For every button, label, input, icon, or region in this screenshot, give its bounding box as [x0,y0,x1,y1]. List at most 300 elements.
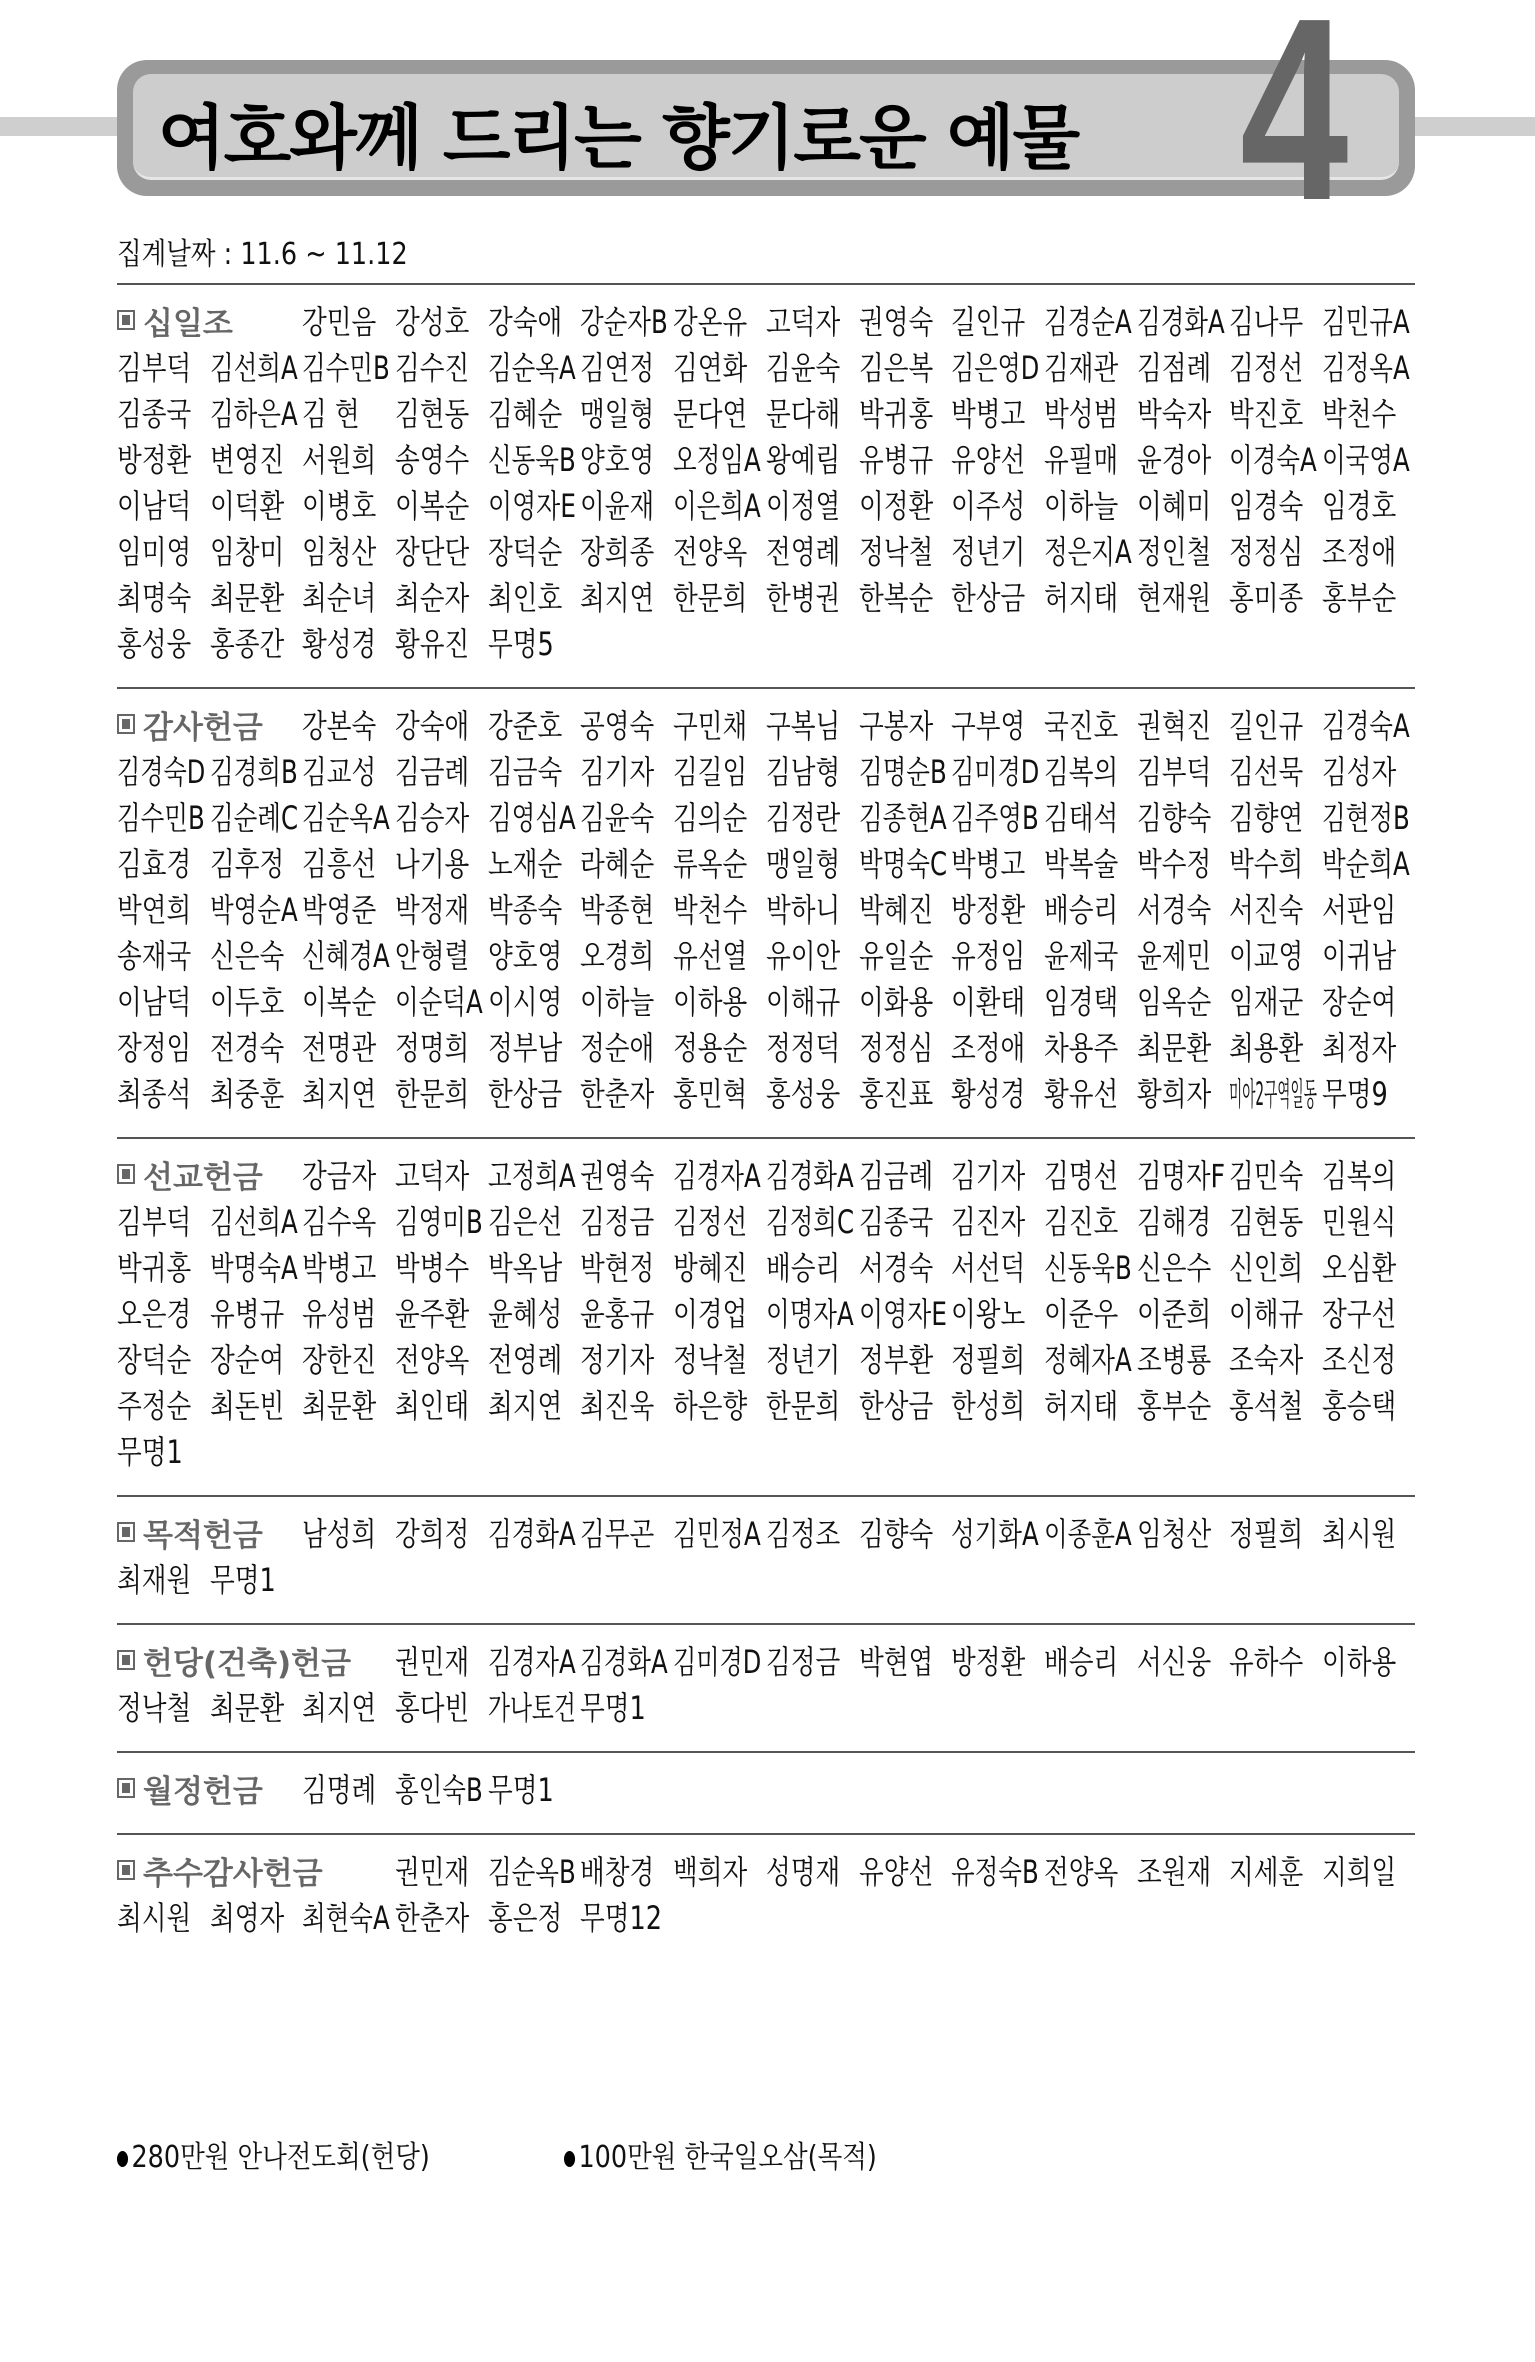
donor-cell [580,885,673,931]
donor-name: 최지연 [580,579,655,617]
square-bullet-icon [117,1778,135,1798]
donor-name: 홍종간 [209,625,284,663]
donor-cell [859,1197,952,1243]
donor-name: 김성자 [1321,753,1397,791]
donor-cell [395,701,488,747]
donor-cell [1137,1381,1230,1427]
donor-name: 방정환 [951,1643,1026,1681]
donor-cell [302,793,395,839]
donor-name: 이종훈A [1043,1515,1132,1553]
donor-name: 홍부순 [1136,1387,1211,1425]
section-label-text: 십일조 [143,305,233,342]
donor-name: 허지태 [1043,1387,1119,1425]
section-4 [117,1623,1415,1751]
donor-cell [302,1335,395,1381]
donor-name: 한병권 [765,579,841,617]
donor-name: 국진호 [1043,707,1119,745]
donor-cell [1137,1289,1230,1335]
donor-cell [1229,1637,1322,1683]
bullet-icon [117,2151,128,2167]
donor-name: 김정금 [765,1643,841,1681]
donor-name: 정정심 [858,1029,933,1067]
donor-name: 신동욱B [1043,1249,1132,1287]
donor-name: 신인희 [1229,1249,1304,1287]
donor-name: 맹일형 [580,395,655,433]
donor-cell [395,481,488,527]
donor-cell [580,1197,673,1243]
donor-cell [951,747,1044,793]
donor-cell [951,1243,1044,1289]
donor-cell [210,619,303,665]
donor-cell [1044,389,1137,435]
donor-cell [1229,435,1322,481]
donor-name: 이교영 [1229,937,1304,975]
donor-name: 이하늘 [1043,487,1119,525]
donor-cell [1137,793,1230,839]
donor-name: 무명1 [209,1561,276,1599]
donor-cell [488,435,581,481]
donor-cell [395,527,488,573]
donor-name: 김태석 [1043,799,1119,837]
donor-cell [766,481,859,527]
donor-cell [766,977,859,1023]
donor-cell [395,977,488,1023]
donor-name: 이윤재 [580,487,655,525]
donor-name: 강본숙 [302,707,377,745]
donor-name: 남성희 [302,1515,377,1553]
donor-name: 황성경 [951,1075,1026,1113]
donor-name: 최시원 [1321,1515,1397,1553]
section-label-text: 추수감사헌금 [143,1855,323,1892]
donor-cell [117,977,210,1023]
donor-cell [302,1683,395,1729]
donor-cell [673,1197,766,1243]
donor-cell [1322,1847,1415,1893]
donor-name: 유일순 [858,937,933,975]
donor-name: 이해규 [1229,1295,1304,1333]
donor-name: 박옥남 [487,1249,562,1287]
donor-name: 김효경 [117,845,192,883]
donor-name: 김선희A [209,349,298,387]
donor-name: 배승리 [1043,891,1119,929]
donor-cell [859,701,952,747]
donor-cell [302,619,395,665]
donor-name: 박진호 [1229,395,1304,433]
donor-name: 김수민B [302,349,391,387]
donor-name: 홍진표 [858,1075,933,1113]
donor-name: 지세훈 [1229,1853,1304,1891]
donor-name: 김복의 [1321,1157,1397,1195]
donor-name: 이왕노 [951,1295,1026,1333]
donor-cell [210,839,303,885]
donor-cell [395,619,488,665]
donor-cell [673,701,766,747]
donor-name: 정년기 [765,1341,841,1379]
donor-cell [302,573,395,619]
donor-cell [1137,1243,1230,1289]
donor-cell [766,701,859,747]
donor-name: 홍부순 [1321,579,1397,617]
donor-cell [1044,1289,1137,1335]
donor-cell [210,481,303,527]
donor-name: 최인호 [487,579,562,617]
donor-cell [951,1023,1044,1069]
donor-name: 김순옥B [487,1853,576,1891]
donor-name: 서경숙 [1136,891,1211,929]
donor-cell [580,1637,673,1683]
donor-name: 김진자 [951,1203,1026,1241]
donor-cell [673,885,766,931]
donor-cell [951,573,1044,619]
donor-name: 이병호 [302,487,377,525]
donor-cell [951,1069,1044,1115]
donor-name: 박영순A [209,891,298,929]
donor-cell [859,1637,952,1683]
donor-cell [580,977,673,1023]
donor-name: 이복순 [395,487,470,525]
donor-name: 이환태 [951,983,1026,1021]
donor-name: 임경택 [1043,983,1119,1021]
donor-cell [302,1243,395,1289]
donor-name: 이주성 [951,487,1026,525]
donor-name: 김명례 [302,1771,377,1809]
donor-cell [210,793,303,839]
donor-cell [859,1069,952,1115]
donor-cell [673,1023,766,1069]
donor-cell [395,1637,488,1683]
donor-cell [302,389,395,435]
donor-cell [488,343,581,389]
donor-cell [951,1197,1044,1243]
donor-cell [117,343,210,389]
donor-cell [302,1197,395,1243]
donor-cell [117,481,210,527]
square-bullet-icon [117,310,135,330]
donor-cell [117,793,210,839]
donor-name: 홍인숙B [395,1771,483,1809]
section-label-text: 월정헌금 [143,1773,263,1810]
donor-cell [395,1893,488,1939]
donor-cell [1322,839,1415,885]
donor-name: 김미경D [673,1643,762,1681]
donor-name: 김은선 [487,1203,562,1241]
donor-name: 한상금 [951,579,1026,617]
section-label [117,1848,395,1893]
donor-cell [1322,1637,1415,1683]
donor-name: 장덕순 [117,1341,192,1379]
donor-cell [210,885,303,931]
donor-name: 무명5 [487,625,554,663]
donor-name: 구복님 [765,707,841,745]
donor-name: 전양옥 [395,1341,470,1379]
donor-cell [488,1509,581,1555]
donor-cell [673,481,766,527]
donor-name: 김기자 [951,1157,1026,1195]
donor-name: 정부환 [858,1341,933,1379]
section-label [117,1766,302,1811]
donor-cell [488,1335,581,1381]
donor-cell [859,1151,952,1197]
donor-name: 장정임 [117,1029,192,1067]
donor-name: 오심환 [1321,1249,1397,1287]
donor-cell [395,389,488,435]
donor-cell [395,931,488,977]
donor-cell [580,1683,673,1729]
donor-cell [302,527,395,573]
donor-name: 조병룡 [1136,1341,1211,1379]
donor-cell [1229,1151,1322,1197]
donor-cell [766,1381,859,1427]
donor-name: 차용주 [1043,1029,1119,1067]
donor-name: 김연정 [580,349,655,387]
donor-name: 김부덕 [117,349,192,387]
donor-name: 박순희A [1321,845,1410,883]
donor-name: 최문환 [1136,1029,1211,1067]
donor-cell [210,1683,303,1729]
donor-cell [951,1509,1044,1555]
donor-name: 한상금 [487,1075,562,1113]
donor-name: 김종국 [117,395,192,433]
donor-name: 윤주환 [395,1295,470,1333]
donor-name: 이복순 [302,983,377,1021]
donor-name: 신은숙 [209,937,284,975]
donor-cell [1044,435,1137,481]
donor-cell [1044,1197,1137,1243]
donor-cell [117,573,210,619]
donor-cell [1044,1023,1137,1069]
donor-name: 윤제국 [1043,937,1119,975]
donor-name: 송영수 [395,441,470,479]
donor-name: 김점례 [1136,349,1211,387]
donor-name: 이경업 [673,1295,748,1333]
donor-cell [580,527,673,573]
donor-cell [1229,1381,1322,1427]
donor-cell [580,701,673,747]
donor-name: 박연희 [117,891,192,929]
donor-name: 최지연 [302,1075,377,1113]
donor-name: 박병고 [951,845,1026,883]
donor-name: 박정재 [395,891,470,929]
donor-name: 길인규 [951,303,1026,341]
donor-name: 이정열 [765,487,841,525]
donor-cell [210,1335,303,1381]
note-text: 280만원 안나전도회(헌당) [131,2140,430,2175]
donor-cell [302,1509,395,1555]
donor-name: 배승리 [1043,1643,1119,1681]
donor-name: 서원희 [302,441,377,479]
donor-name: 강준호 [487,707,562,745]
donor-cell [1044,701,1137,747]
donor-name: 강숙애 [395,707,470,745]
donor-name: 고덕자 [395,1157,470,1195]
donor-cell [1137,481,1230,527]
donor-name: 정낙철 [673,1341,748,1379]
donor-name: 이시영 [487,983,562,1021]
donor-name: 김영심A [487,799,576,837]
page-number: 4 [1240,0,1349,255]
donor-cell [1044,527,1137,573]
donor-cell [1044,885,1137,931]
donor-cell [210,1243,303,1289]
donor-name: 김 현 [302,395,360,433]
donor-cell [1044,793,1137,839]
donor-name: 유선열 [673,937,748,975]
donor-cell [302,1893,395,1939]
donor-cell [395,435,488,481]
donor-name: 무명1 [487,1771,554,1809]
donor-cell [859,573,952,619]
donor-name: 김복의 [1043,753,1119,791]
donor-cell [1137,747,1230,793]
donor-name: 김나무 [1229,303,1304,341]
donor-cell [1322,793,1415,839]
square-bullet-icon [117,1650,135,1670]
donor-name: 최지연 [302,1689,377,1727]
donor-name: 홍은정 [487,1899,562,1937]
donor-cell [1322,343,1415,389]
donor-cell [580,931,673,977]
donor-cell [117,435,210,481]
donor-cell [859,1023,952,1069]
donor-name: 정필희 [1229,1515,1304,1553]
donor-name: 송재국 [117,937,192,975]
donor-cell [1229,977,1322,1023]
donor-name: 홍성웅 [765,1075,841,1113]
donor-cell [1322,297,1415,343]
note-text: 100만원 한국일오삼(목적) [578,2140,877,2175]
donor-name: 이정환 [858,487,933,525]
donor-name: 구봉자 [858,707,933,745]
donor-name: 무명1 [117,1433,183,1471]
donor-cell [1137,435,1230,481]
donor-name: 유양선 [858,1853,933,1891]
donor-name: 김경화A [487,1515,576,1553]
donor-cell [859,839,952,885]
donor-name: 박현정 [580,1249,655,1287]
donor-name: 김민숙 [1229,1157,1304,1195]
donor-name: 임경호 [1321,487,1397,525]
donor-name: 권민재 [395,1853,470,1891]
donor-name: 이준우 [1043,1295,1119,1333]
donor-name: 정은지A [1043,533,1132,571]
donor-cell [488,931,581,977]
donor-name: 임경숙 [1229,487,1304,525]
donor-name: 전경숙 [209,1029,284,1067]
donor-cell [1137,885,1230,931]
donor-name: 이귀남 [1321,937,1397,975]
donor-name: 현재원 [1136,579,1211,617]
donor-name: 이영자E [487,487,576,525]
donor-name: 서신웅 [1136,1643,1211,1681]
donor-cell [1137,573,1230,619]
donor-name: 배승리 [765,1249,841,1287]
donor-name: 최순녀 [302,579,377,617]
donor-cell [302,747,395,793]
donor-cell [395,1243,488,1289]
note-item [564,2132,877,2176]
donor-name: 정인철 [1136,533,1211,571]
donor-name: 김순옥A [487,349,576,387]
donor-name: 김길임 [673,753,748,791]
donor-name: 방정환 [117,441,192,479]
donor-name: 강민음 [302,303,377,341]
section-5 [117,1751,1415,1833]
donor-name: 미아2구역일동 [1229,1075,1318,1113]
donor-name: 박명숙A [209,1249,298,1287]
donor-cell [1322,389,1415,435]
donor-name: 최종석 [117,1075,192,1113]
donor-name: 한상금 [858,1387,933,1425]
donor-cell [1044,573,1137,619]
donor-cell [1137,1637,1230,1683]
section-label [117,1638,395,1683]
donor-cell [488,885,581,931]
donor-cell [859,389,952,435]
section-label-text: 선교헌금 [143,1159,263,1196]
donor-name: 윤제민 [1136,937,1211,975]
aggregation-date: 집계날짜 : 11.6 ~ 11.12 [117,237,408,272]
offering-sections [117,283,1415,1961]
donor-name: 고정희A [487,1157,576,1195]
donor-name: 서판임 [1321,891,1397,929]
donor-name: 임청산 [302,533,377,571]
donor-name: 구부영 [951,707,1026,745]
page-title: 여호와께 드리는 향기로운 예물 [158,97,1079,179]
donor-cell [117,527,210,573]
donor-cell [673,1509,766,1555]
note-item [117,2132,430,2176]
donor-name: 김경화A [1136,303,1225,341]
donor-name: 한성희 [951,1387,1026,1425]
donor-cell [951,931,1044,977]
donor-cell [673,297,766,343]
donor-name: 정혜자A [1043,1341,1132,1379]
donor-cell [766,1289,859,1335]
donor-name: 김선희A [209,1203,298,1241]
donor-cell [859,931,952,977]
donor-name: 최지연 [487,1387,562,1425]
donor-name: 정명희 [395,1029,470,1067]
donor-name: 김현동 [1229,1203,1304,1241]
donor-cell [673,1637,766,1683]
donor-cell [117,1289,210,1335]
donor-name: 권민재 [395,1643,470,1681]
donor-cell [210,389,303,435]
donor-name: 김해경 [1136,1203,1211,1241]
donor-name: 박귀홍 [858,395,933,433]
donor-cell [1229,1023,1322,1069]
donor-name: 강순자B [580,303,669,341]
donor-cell [117,931,210,977]
donor-cell [488,527,581,573]
donor-name: 정정심 [1229,533,1304,571]
donor-name: 강온유 [673,303,748,341]
donor-cell [951,1289,1044,1335]
donor-name: 김향숙 [858,1515,933,1553]
donor-cell [1137,1023,1230,1069]
donor-name: 김무곤 [580,1515,655,1553]
donor-cell [766,793,859,839]
donor-cell [859,1243,952,1289]
donor-name: 김명순B [858,753,947,791]
donor-name: 김남형 [765,753,841,791]
square-bullet-icon [117,1860,135,1880]
donor-name: 김경자A [673,1157,761,1195]
donor-name: 한복순 [858,579,933,617]
donor-cell [1137,527,1230,573]
donor-cell [859,435,952,481]
donor-cell [1229,389,1322,435]
